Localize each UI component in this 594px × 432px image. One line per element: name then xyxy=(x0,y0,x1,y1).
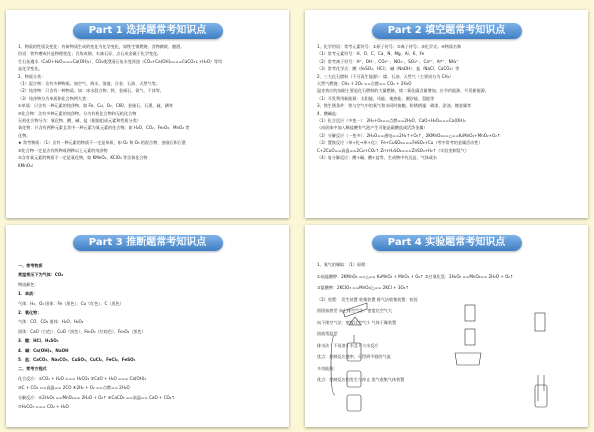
text-line: 天然气燃烧：CH₄ + 2O₂ ==点燃== CO₂ + 2H₂O xyxy=(317,81,412,87)
text-line: 氧化物：只含有两种元素且其中一种元素为氧元素的化合物。如 H₂O、CO₂、Fe₂O₃、MnO₂ 等 xyxy=(18,125,190,131)
text-line: 1、化学用语：常考元素符号：①原子符号；②离子符号；③化学式；④物质名称 xyxy=(317,44,462,49)
card-part-2 xyxy=(305,10,588,218)
text-line: KMnO₄） xyxy=(18,162,36,168)
text-line: 4、酸碱盐： xyxy=(317,110,341,116)
card-title: Part 2 填空题常考知识点 xyxy=(372,23,522,39)
text-line: 化合反应：①CO₂ + H₂O === H₂CO₃ ②CaO + H₂O === Ca(OH)₂ xyxy=(18,375,147,381)
text-line: 1．单质： xyxy=(18,291,38,297)
text-line: 向下排空气法：密度比空气小 气体干燥装置 xyxy=(317,319,397,325)
text-line: （向固体中加入稀盐酸有气泡产生可能是碳酸盐或活泼金属） xyxy=(317,125,428,131)
text-line: （2）分解反应（一变多）：2H₂O==通电==2H₂↑+O₂↑、2KMnO₄==△==K₂MnO₄+MnO₂+O₂↑ xyxy=(317,132,501,138)
card-part-3 xyxy=(6,225,289,427)
text-line: 俗语：铁杵磨成针是物理变化；百炼成钢、水滴石穿、点石成金属于化学变化。 xyxy=(18,51,162,57)
text-line: 生石灰遇水（CaO+H₂O===Ca(OH)₂）、CO₂使澄清石灰水变浑浊（CO₂+Ca(OH)₂===CaCO₃↓+H₂O）等均 xyxy=(18,58,223,64)
text-line: 2．氧化物： xyxy=(18,310,42,316)
text-line: 5．盐：CaCO₃、Na₂CO₃、CuSO₄、CuCl₂、FeCl₂、FeSO₄ xyxy=(18,357,136,363)
text-line: 一、常考物质 xyxy=(18,263,43,268)
trough-icon xyxy=(455,353,481,365)
card-part-1 xyxy=(6,10,289,218)
text-line: （3）常考化学式：酸（H₂SO₄、HCl）、碱（NaOH）、盐（NaCl、CaCO₃）等 xyxy=(317,66,460,72)
flask-icon xyxy=(347,395,361,411)
text-line: 3、铁生锈条件：铁与空气中的氧气和水同时接触，防锈措施：刷漆、涂油、镀金属等 xyxy=(317,103,472,109)
card-body xyxy=(6,43,289,169)
text-line: 优点：控制反应速率，可得到平稳的气流 xyxy=(317,354,391,359)
text-line: （1）化合反应（多变一）：2H₂+O₂==点燃==2H₂O、CaO+H₂O===Ca(OH)₂ xyxy=(317,118,466,124)
brace-icon xyxy=(331,335,335,395)
text-line: C+2CuO==高温==2Cu+CO₂↑ Zn+H₂SO₄===ZnSO₄+H₂↑（实验室制氢气） xyxy=(317,147,469,153)
text-line: 无机化合物分为：氧化物、酸、碱、盐（根据组成元素和性质分类） xyxy=(18,118,141,124)
text-line: ③C + CO₂ ==高温== 2CO ④2H₂ + O₂ ==点燃== 2H₂O xyxy=(18,385,130,391)
text-line: ③氯酸钾：2KClO₃ ==MnO₂/△== 2KCl + 3O₂↑ xyxy=(317,285,409,290)
card-body xyxy=(6,261,289,412)
card-title: Part 1 选择题常考知识点 xyxy=(73,23,223,39)
gas-jar-icon xyxy=(465,329,475,345)
text-line: 优点：控制反应的发生与停止 洗气收集气体装置 xyxy=(317,377,405,382)
text-line: 4．碱：Ca(OH)₂、NaOH xyxy=(18,347,69,353)
text-line: （1）开发利用新能源：太阳能、风能、地热能、潮汐能、氢能等 xyxy=(317,95,435,101)
text-line: 固固加热型 向上排空气法：密度比空气大 xyxy=(317,308,392,313)
text-line: 3．酸：HCl、H₂SO₄ xyxy=(18,338,59,344)
text-line: （4）复分解反应：酸+碱、酸+盐等，生成物中有沉淀、气体或水 xyxy=(317,155,437,161)
text-line: （3）纯净物分为单质和化合物两大类： xyxy=(18,95,91,101)
card-title: Part 3 推断题常考知识点 xyxy=(73,235,223,251)
heating-tube-icon xyxy=(343,303,367,317)
text-line: ①单质：只含有一种元素的纯净物。如 Fe、Cu、O₂、C60、金刚石、石墨、硫、磷等 xyxy=(18,103,173,109)
drying-tube-icon xyxy=(535,313,545,331)
text-line: 常温常压下为气体：CO₂ xyxy=(18,272,64,278)
text-line: 气体：CO、CO₂ 液体：H₂O、H₂O₂ xyxy=(18,319,84,325)
text-line: （1）常考元素符号：H、O、C、Ca、N、Mg、Al、K、Fe xyxy=(317,51,425,57)
text-line: （2）纯净物：只含有一种物质。如：冰水混合物、铁、金刚石、氧气、干冰等。 xyxy=(18,88,164,94)
flask-icon xyxy=(347,371,361,387)
text-line: ②化合物一定是含有两种或两种以上元素的纯净物 xyxy=(18,147,108,153)
flask-icon xyxy=(347,343,361,361)
text-line: ③含有氧元素的物质不一定是氧化物，如 KMnO₄、KClO₃ 等含氧化合物 xyxy=(18,155,148,161)
text-line: 分解反应：⑤2H₂O₂ ==MnO₂== 2H₂O + O₂↑ ⑥CaCO₃ ==高温== CaO + CO₂↑ xyxy=(18,394,175,400)
text-line: （2）装置： 发生装置 收集装置 排气法收集装置：检验 xyxy=(317,296,418,302)
text-line: 固液常温型 xyxy=(317,331,338,336)
text-line: ②化合物：含有多种元素的纯净物。分为有机化合物和无机化合物 xyxy=(18,110,137,116)
text-line: 温室效应的加剧主要是化石燃料的大量燃烧，使二氧化碳含量增加，应节约能源，开发新能源。 xyxy=(317,88,489,94)
text-line: 多功能瓶： xyxy=(317,365,338,371)
card-body xyxy=(305,43,588,162)
text-line: 物质颜色： xyxy=(18,281,39,287)
text-line: （3）置换反应（单+化→单+化）：Fe+CuSO₄===FeSO₄+Cu（考中常考的金属活动性） xyxy=(317,140,483,146)
text-line: （1）混合物：含有多种物质。如空气、海水、溶液、合金、石油、天然气等。 xyxy=(18,81,160,87)
text-line: ⑦H₂CO₃ === CO₂ + H₂O xyxy=(18,404,69,410)
text-line: 固体：CaO（白色）、CuO（黑色）、Fe₂O₃（红棕色）、Fe₃O₄（黑色） xyxy=(18,328,146,334)
text-line: 2、物质分类： xyxy=(18,73,46,79)
burner-icon xyxy=(349,317,361,325)
gas-jar-icon xyxy=(465,305,475,321)
text-line: ①高锰酸钾：2KMnO₄ ==△== K₂MnO₄ + MnO₂ + O₂↑ ②过氧化氢：2H₂O₂ ==MnO₂== 2H₂O + O₂↑ xyxy=(317,273,514,279)
text-line: 2、三大化石燃料（不可再生能源）：煤、石油、天然气（主要成分为 CH₄） xyxy=(317,73,454,79)
text-line: 化物。 xyxy=(18,132,31,138)
apparatus-diagram xyxy=(305,225,588,427)
text-line: 1、物质的性质及变化：有新物质生成的变化为化学变化，如铁生锈燃烧、食物腐败、酿酒。 xyxy=(18,44,185,49)
card-part-4 xyxy=(305,225,588,427)
text-line: 1、氧气的制取：（1）原理： xyxy=(317,262,370,267)
multi-bottle-icon xyxy=(535,385,547,407)
text-line: 是化学变化。 xyxy=(18,66,43,72)
text-line: （2）常考离子符号：H⁺、OH⁻、CO₃²⁻、NO₃⁻、SO₄²⁻、Ca²⁺、Al³⁺、NH₄⁺ xyxy=(317,58,459,64)
text-line: 排水法：不易溶于水且不与水反应 xyxy=(317,342,379,348)
card-title: Part 4 实验题常考知识点 xyxy=(372,235,522,251)
text-line: 气体：H₂、O₂ 固体：Fe（黑色）、Cu（红色）、C（黑色） xyxy=(18,300,124,306)
text-line: 二、常考方程式 xyxy=(18,366,47,372)
text-line: ★ 常考物质：（1）含有一种元素的物质不一定是单质，如 O₂ 和 O₃ 的混合物、金刚石和石墨 xyxy=(18,140,186,146)
